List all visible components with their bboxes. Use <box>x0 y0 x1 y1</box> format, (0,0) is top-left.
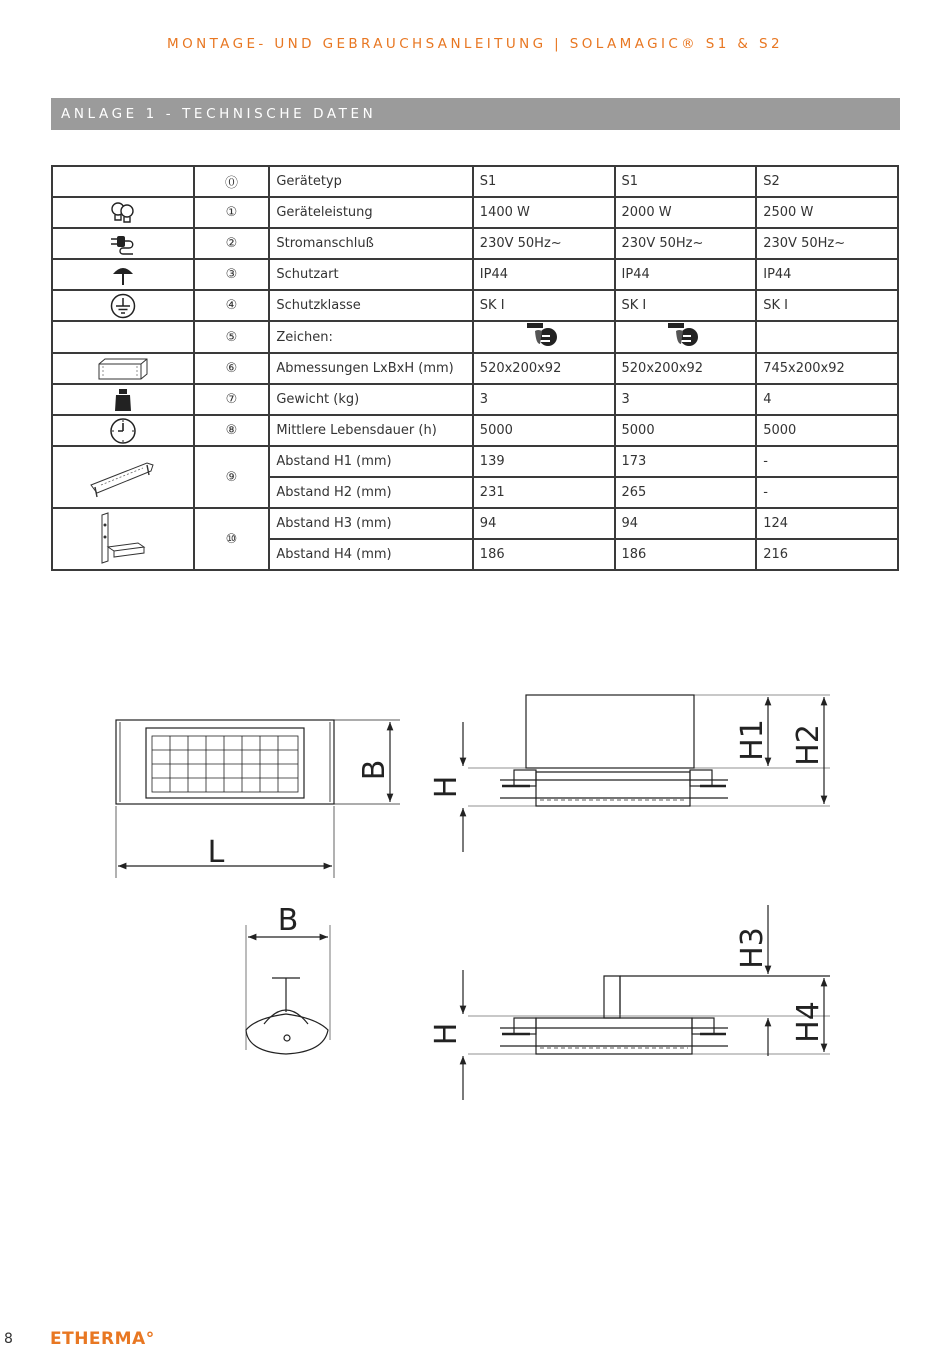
gs-certification-mark-icon <box>524 322 564 348</box>
value-cell: S1 <box>615 166 757 197</box>
table-row <box>52 290 898 321</box>
row-number: ⑤ <box>194 321 270 353</box>
table-row <box>52 197 898 228</box>
dimension-label-h-top: H <box>429 775 464 799</box>
row-number: ⑩ <box>194 508 270 570</box>
dimension-label-h3: H3 <box>735 927 770 969</box>
row-label: Abstand H4 (mm) <box>269 539 472 570</box>
value-cell: 520x200x92 <box>473 353 615 384</box>
value-cell: 230V 50Hz~ <box>615 228 757 259</box>
plug-icon <box>109 232 137 256</box>
row-number: ③ <box>194 259 270 290</box>
value-cell: 2000 W <box>615 197 757 228</box>
value-cell: S1 <box>473 166 615 197</box>
dimension-label-b: B <box>357 759 392 781</box>
icon-cell <box>52 446 194 508</box>
icon-cell <box>52 384 194 415</box>
icon-cell <box>52 321 194 353</box>
value-cell: 173 <box>615 446 757 477</box>
row-label: Mittlere Lebensdauer (h) <box>269 415 472 446</box>
value-cell: 230V 50Hz~ <box>756 228 898 259</box>
value-cell: 186 <box>615 539 757 570</box>
icon-cell <box>52 197 194 228</box>
value-cell: 231 <box>473 477 615 508</box>
section-bar <box>51 98 900 130</box>
table-row <box>52 508 898 539</box>
row-number: ⑨ <box>194 446 270 508</box>
value-cell: 186 <box>473 539 615 570</box>
ceiling-bracket-icon <box>87 455 159 499</box>
value-cell: IP44 <box>615 259 757 290</box>
row-label: Abmessungen LxBxH (mm) <box>269 353 472 384</box>
clock-icon <box>109 417 137 445</box>
gs-certification-mark-icon <box>665 322 705 348</box>
table-row <box>52 384 898 415</box>
value-cell: 5000 <box>473 415 615 446</box>
row-number: ⑥ <box>194 353 270 384</box>
value-cell: 1400 W <box>473 197 615 228</box>
icon-cell <box>52 290 194 321</box>
value-cell: - <box>756 446 898 477</box>
wall-mount-side-view <box>463 905 830 1100</box>
dimension-label-h2: H2 <box>791 724 826 766</box>
value-cell: 3 <box>473 384 615 415</box>
row-label: Abstand H1 (mm) <box>269 446 472 477</box>
bulbs-icon <box>110 201 136 225</box>
dimension-label-h-bottom: H <box>429 1022 464 1046</box>
value-cell: IP44 <box>756 259 898 290</box>
row-label: Zeichen: <box>269 321 472 353</box>
page-header: MONTAGE- UND GEBRAUCHSANLEITUNG | SOLAMAGIC® S1 & S2 <box>167 36 783 52</box>
section-title: ANLAGE 1 - TECHNISCHE DATEN <box>61 106 377 122</box>
icon-cell <box>52 415 194 446</box>
row-label: Abstand H2 (mm) <box>269 477 472 508</box>
end-view-drawing <box>246 925 330 1054</box>
value-cell: SK I <box>756 290 898 321</box>
row-label: Gerätetyp <box>269 166 472 197</box>
gs-mark-cell <box>615 321 757 353</box>
wall-mount-icon <box>98 511 148 567</box>
value-cell: 2500 W <box>756 197 898 228</box>
weight-icon <box>113 387 133 413</box>
front-view-drawing <box>116 720 400 878</box>
row-number: ⑧ <box>194 415 270 446</box>
value-cell: 124 <box>756 508 898 539</box>
row-number: ⓪ <box>194 166 270 197</box>
value-cell: IP44 <box>473 259 615 290</box>
gs-mark-cell <box>473 321 615 353</box>
value-cell: 230V 50Hz~ <box>473 228 615 259</box>
value-cell: 4 <box>756 384 898 415</box>
value-cell: 745x200x92 <box>756 353 898 384</box>
table-row <box>52 321 898 353</box>
icon-cell <box>52 353 194 384</box>
value-cell: 265 <box>615 477 757 508</box>
value-cell: 94 <box>615 508 757 539</box>
dimension-drawings <box>0 640 950 1160</box>
table-row <box>52 228 898 259</box>
box-icon <box>97 356 149 382</box>
value-cell <box>756 321 898 353</box>
dimension-label-l: L <box>207 835 225 870</box>
value-cell: 5000 <box>756 415 898 446</box>
value-cell: 5000 <box>615 415 757 446</box>
tech-data-table <box>51 165 899 571</box>
ceiling-mount-side-view <box>463 695 830 852</box>
icon-cell <box>52 228 194 259</box>
table-row <box>52 166 898 197</box>
table-row <box>52 353 898 384</box>
row-number: ① <box>194 197 270 228</box>
icon-cell <box>52 508 194 570</box>
dimension-label-h4: H4 <box>791 1001 826 1043</box>
page-number: 8 <box>4 1331 13 1347</box>
brand-logo: ETHERMA° <box>50 1329 155 1349</box>
row-label: Schutzart <box>269 259 472 290</box>
row-label: Abstand H3 (mm) <box>269 508 472 539</box>
value-cell: SK I <box>615 290 757 321</box>
icon-cell <box>52 166 194 197</box>
row-number: ② <box>194 228 270 259</box>
value-cell: S2 <box>756 166 898 197</box>
row-label: Gewicht (kg) <box>269 384 472 415</box>
table-row <box>52 446 898 477</box>
row-label: Geräteleistung <box>269 197 472 228</box>
value-cell: 94 <box>473 508 615 539</box>
table-row <box>52 415 898 446</box>
row-label: Stromanschluß <box>269 228 472 259</box>
value-cell: 139 <box>473 446 615 477</box>
row-label: Schutzklasse <box>269 290 472 321</box>
value-cell: - <box>756 477 898 508</box>
ground-icon <box>110 293 136 319</box>
dimension-label-h1: H1 <box>735 719 770 761</box>
value-cell: SK I <box>473 290 615 321</box>
value-cell: 216 <box>756 539 898 570</box>
value-cell: 3 <box>615 384 757 415</box>
icon-cell <box>52 259 194 290</box>
dimension-label-b-end: B <box>277 903 299 938</box>
value-cell: 520x200x92 <box>615 353 757 384</box>
row-number: ⑦ <box>194 384 270 415</box>
table-row <box>52 259 898 290</box>
row-number: ④ <box>194 290 270 321</box>
umbrella-icon <box>111 263 135 287</box>
